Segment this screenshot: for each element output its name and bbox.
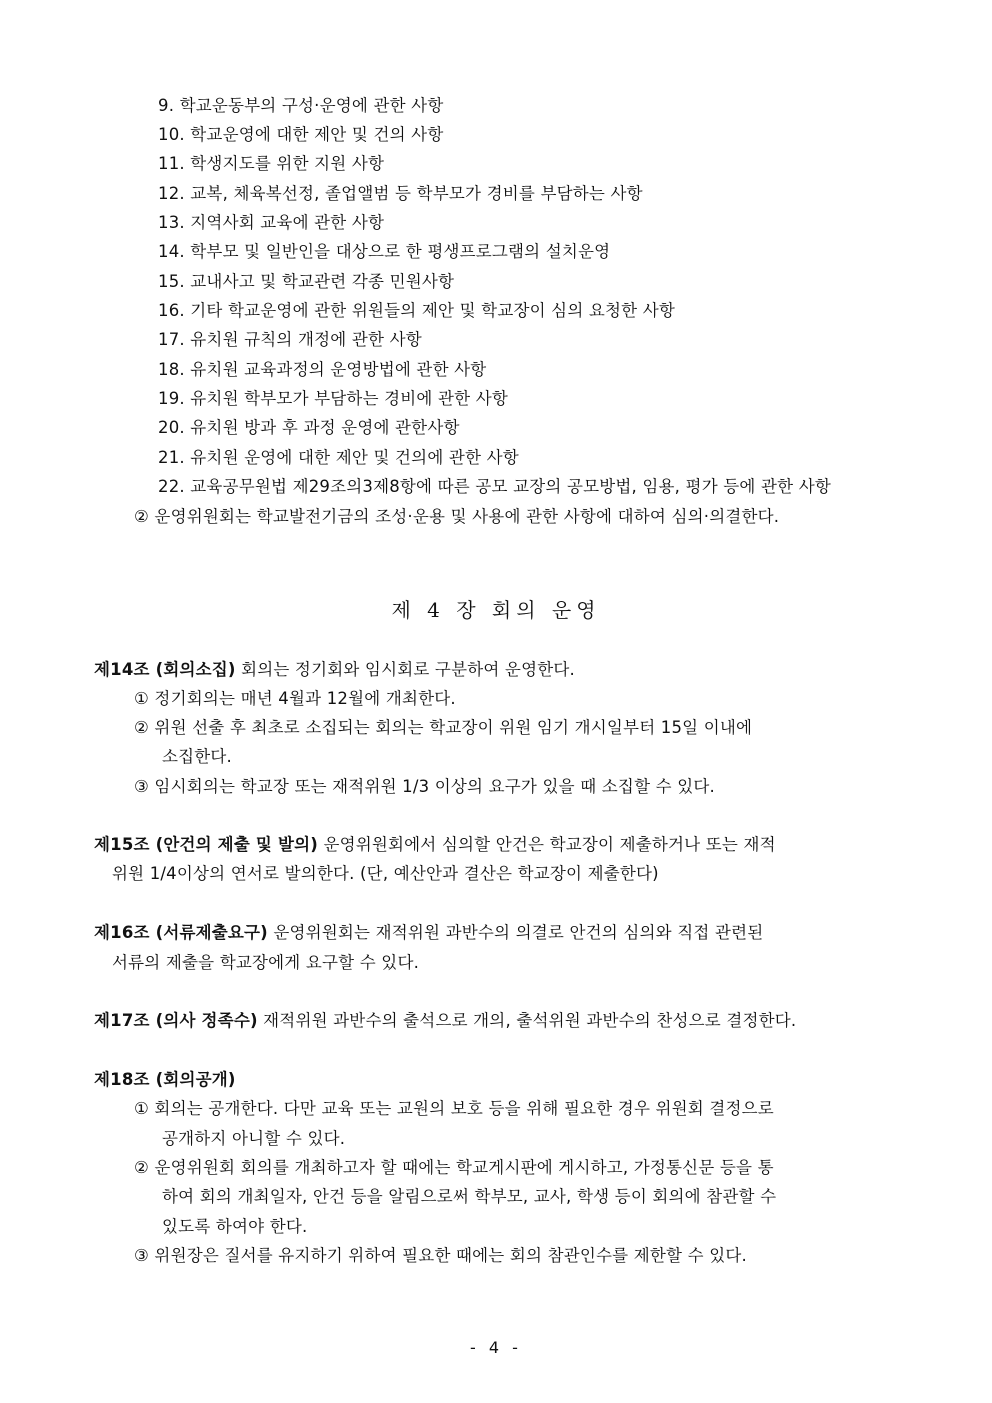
list-item: 20. 유치원 방과 후 과정 운영에 관한사항: [158, 418, 460, 437]
list-item: 17. 유치원 규칙의 개정에 관한 사항: [158, 330, 422, 349]
article-heading: 제15조 (안건의 제출 및 발의): [94, 835, 319, 854]
list-item: 16. 기타 학교운영에 관한 위원들의 제안 및 학교장이 심의 요청한 사항: [158, 301, 676, 320]
article-text: 회의는 정기회와 임시회로 구분하여 운영한다.: [235, 660, 575, 679]
page-number: - 4 -: [470, 1338, 522, 1357]
article-continuation: 서류의 제출을 학교장에게 요구할 수 있다.: [112, 953, 420, 972]
article-14: [94, 660, 575, 680]
article-text: 운영위원회에서 심의할 안건은 학교장이 제출하거나 또는 재적: [318, 835, 776, 854]
article-16: [94, 923, 763, 943]
article-text: 운영위원회는 재적위원 과반수의 의결로 안건의 심의와 직접 관련된: [267, 923, 764, 942]
paragraph-item: ② 운영위원회는 학교발전기금의 조성·운용 및 사용에 관한 사항에 대하여 심의·의결한다.: [134, 507, 780, 526]
list-item: 14. 학부모 및 일반인을 대상으로 한 평생프로그램의 설치운영: [158, 242, 611, 261]
article-continuation: 위원 1/4이상의 연서로 발의한다. (단, 예산안과 결산은 학교장이 제출한다): [112, 864, 659, 883]
paragraph-continuation: 하여 회의 개최일자, 안건 등을 알림으로써 학부모, 교사, 학생 등이 회의에 참관할 수: [162, 1187, 777, 1206]
list-item: 9. 학교운동부의 구성·운영에 관한 사항: [158, 96, 444, 115]
article-17: [94, 1011, 796, 1031]
list-item: 11. 학생지도를 위한 지원 사항: [158, 154, 385, 173]
paragraph-continuation: 공개하지 아니할 수 있다.: [162, 1129, 346, 1148]
list-item: 22. 교육공무원법 제29조의3제8항에 따른 공모 교장의 공모방법, 임용, 평가 등에 관한 사항: [158, 477, 832, 496]
paragraph-item: ① 정기회의는 매년 4월과 12월에 개최한다.: [134, 689, 456, 708]
article-heading: 제17조 (의사 정족수): [94, 1011, 258, 1030]
paragraph-continuation: 소집한다.: [162, 747, 233, 766]
paragraph-item: ② 위원 선출 후 최초로 소집되는 회의는 학교장이 위원 임기 개시일부터 15일 이내에: [134, 718, 753, 737]
paragraph-continuation: 있도록 하여야 한다.: [162, 1217, 308, 1236]
article-heading: 제14조 (회의소집): [94, 660, 236, 679]
list-item: 21. 유치원 운영에 대한 제안 및 건의에 관한 사항: [158, 448, 519, 467]
list-item: 10. 학교운영에 대한 제안 및 건의 사항: [158, 125, 444, 144]
paragraph-item: ③ 위원장은 질서를 유지하기 위하여 필요한 때에는 회의 참관인수를 제한할 수 있다.: [134, 1246, 747, 1265]
article-text: 재적위원 과반수의 출석으로 개의, 출석위원 과반수의 찬성으로 결정한다.: [257, 1011, 797, 1030]
list-item: 13. 지역사회 교육에 관한 사항: [158, 213, 385, 232]
list-item: 12. 교복, 체육복선정, 졸업앨범 등 학부모가 경비를 부담하는 사항: [158, 184, 643, 203]
paragraph-item: ② 운영위원회 회의를 개최하고자 할 때에는 학교게시판에 게시하고, 가정통신문 등을 통: [134, 1158, 774, 1177]
list-item: 18. 유치원 교육과정의 운영방법에 관한 사항: [158, 360, 487, 379]
article-heading: 제16조 (서류제출요구): [94, 923, 268, 942]
list-item: 15. 교내사고 및 학교관련 각종 민원사항: [158, 272, 455, 291]
article-18-heading: 제18조 (회의공개): [94, 1070, 236, 1089]
list-item: 19. 유치원 학부모가 부담하는 경비에 관한 사항: [158, 389, 509, 408]
chapter-title: 제 4 장 회의 운영: [391, 598, 601, 622]
paragraph-item: ③ 임시회의는 학교장 또는 재적위원 1/3 이상의 요구가 있을 때 소집할 수 있다.: [134, 777, 715, 796]
article-15: [94, 835, 776, 855]
paragraph-item: ① 회의는 공개한다. 다만 교육 또는 교원의 보호 등을 위해 필요한 경우 위원회 결정으로: [134, 1099, 774, 1118]
